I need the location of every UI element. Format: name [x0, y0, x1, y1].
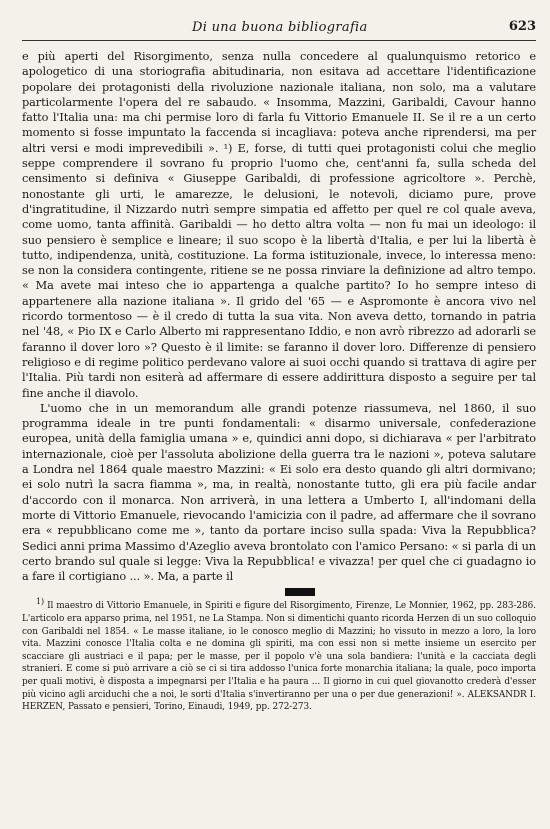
page-number: 623 — [508, 19, 536, 34]
footnotes — [22, 597, 536, 713]
paragraph-2: L'uomo che in un memorandum alle grandi potenze riassumeva, nel 1860, il suo programma ideale in tre punti fondamentali: « disarmo universale, confederazione europea, unità della famiglia umana » e, quindici anni dopo, si dichiarava « per l'arbitrato internazionale, cioè per l'assoluta abolizione della guerra tra le nazioni », poteva salutare a Londra nel 1864 quale maestro Mazzini: « Ei solo era desto quando gli altri dormivano; ei solo nutrì la sacra fiamma », ma, in realtà, nonostante tutto, gli era più facile andar d'accordo con il monarca. Non arriverà, in una lettera a Umberto I, all'indomani della morte di Vittorio Emanuele, rievocando l'amicizia con il padre, ad affermare che il sovrano era « repubblicano come me », tanto da portare inciso sulla spada: Viva la Repubblica? Sedici anni prima Massimo d'Azeglio aveva brontolato con l'amico Persano: « si parla di un certo brando sul quale si legge: Viva la Repubblica! e vivazza! per quel che ci guadagno io a fare il cortigiano ... ». Ma, a parte il — [22, 401, 536, 584]
footnote-separator — [285, 588, 315, 596]
footnote-text: Il maestro di Vittorio Emanuele, in Spiriti e figure del Risorgimento, Firenze, Le Monnier, 1962, pp. 283-286. L'articolo era apparso prima, nel 1951, ne La Stampa. Non si dimentichi quanto ricorda Herzen di un suo colloquio con Garibaldi nel 1854. « Le masse italiane, io le conosco meglio di Mazzini; ho vissuto in mezzo a loro, la loro vita. Mazzini conosce l'Italia colta e ne domina gli spiriti, ma con essi non si mette insieme un esercito per scacciare gli austriaci e il papa; per le masse, per il popolo v'è una sola bandiera: l'unità e la cacciata degli stranieri. E come si può arrivare a ciò se ci si tira addosso l'unica forte monarchia italiana; la quale, poco importa per quali motivi, è disposta a impegnarsi per l'Italia e ha paura ... Il giorno in cui quel giovanotto crederà d'esser più vicino agli arciduchi che a noi, le sorti d'Italia s'invertiranno per una o per due generazioni! ». ALEKSANDR I. HERZEN, Passato e pensieri, Torino, Einaudi, 1949, pp. 272-273. — [22, 601, 536, 713]
page — [22, 18, 536, 714]
paragraph-1: e più aperti del Risorgimento, senza nulla concedere al qualunquismo retorico e apologetico di una storiografia abitudinaria, non esitava ad accettare l'identificazione popolare dei protagonisti della rivoluzione nazionale italiana, non solo, ma a valutare particolarmente l'opera del re sabaudo. « Insomma, Mazzini, Garibaldi, Cavour hanno fatto l'Italia una: ma chi permise loro di farla fu Vittorio Emanuele II. Se il re a un certo momento si fosse impuntato la faccenda si incagliava: poteva anche riprendersi, ma per altri versi e modi imprevedibili ». ¹) E, forse, di tutti quei protagonisti colui che meglio seppe comprendere il sovrano fu proprio l'uomo che, cent'anni fa, sulla scheda del censimento si definiva « Giuseppe Garibaldi, di professione agricoltore ». Perchè, nonostante gli urti, le amarezze, le delusioni, le notevoli, diciamo pure, prove d'ingratitudine, il Nizzardo nutrì sempre simpatia ed affetto per quel re col quale aveva, come uomo, tanta affinità. Garibaldi — ho detto altra volta — non fu mai un ideologo: il suo pensiero è semplice e lineare; il suo scopo è la libertà d'Italia, e per lui la libertà è tutto, indipendenza, unità, costituzione. La forma istituzionale, invece, lo interessa meno: se non la considera contingente, ritiene se ne possa rinviare la definizione ad altro tempo. « Ma avete mai inteso che io appartenga a qualche partito? Io ho sempre inteso di appartenere alla nazione italiana ». Il grido del '65 — e Aspromonte è ancora vivo nel ricordo tormentoso — è il credo di tutta la sua vita. Non aveva detto, tornando in patria nel '48, « Pio IX e Carlo Alberto mi rappresentano Iddio, e non avrò ribrezzo ad adorarli se faranno il dover loro »? Questo è il limite: se faranno il dover loro. Differenze di pensiero religioso e di regime politico perdevano valore ai suoi occhi quando si trattava di agire per l'Italia. Più tardi non esiterà ad affermare di essere addirittura disposto a seguire per tal fine anche il diavolo. — [22, 50, 536, 400]
running-header — [22, 18, 536, 41]
footnote-number: 1) — [36, 597, 45, 607]
footnote-1 — [22, 597, 536, 713]
running-title: Di una buona bibliografia — [192, 20, 368, 35]
body-text — [22, 49, 536, 584]
